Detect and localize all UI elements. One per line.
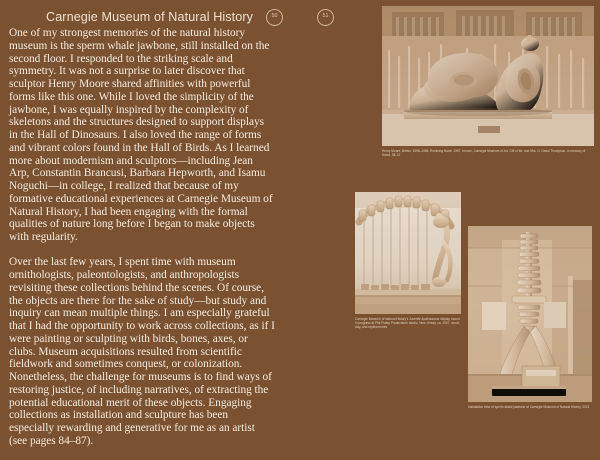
whale-jawbone-photo: [468, 226, 592, 402]
figure-moore-sculpture: [382, 6, 594, 157]
page-title: Carnegie Museum of Natural History: [46, 10, 254, 24]
body-paragraph-1: One of my strongest memories of the natural history museum is the sperm whale jawbone, still installed on the second floor. I responded to the striking scale and symmetry. It was not a surprise to later discover that sculptor Henry Moore shared affinities with powerful forms like this one. While I loved the simplicity of the jawbone, I was equally inspired by the complexity of skeletons and the structures designed to support displays in the Hall of Dinosaurs. I also loved the range of forms and vibrant colors found in the Hall of Birds. As I learned more about modernism and sculptors—including Jean Arp, Constantin Brancusi, Barbara Hepworth, and Isamu Noguchi—in college, I realized that because of my formative educational experiences at Carnegie Museum of Natural History, I had been engaging with the formal qualities of nature long before I began to make objects with regularity.: [9, 27, 273, 243]
body-text-column: [9, 27, 275, 460]
figure-moore-image-frame: [382, 6, 594, 146]
figure-whale-jawbone: [468, 226, 592, 409]
figure-dinosaur-skeleton: [355, 192, 461, 329]
folio-group: [266, 9, 372, 26]
figure-dinosaur-image-frame: [355, 192, 461, 314]
folio-left: 50: [266, 9, 283, 26]
moore-sculpture-photo: [382, 6, 594, 146]
figure-jawbone-image-frame: [468, 226, 592, 402]
folio-right: 51: [317, 9, 334, 26]
figure-moore-caption: Henry Moore, British, 1898–1986, Reclining Nude, 1957, bronze, Carnegie Museum of Art, Gift of Mr. and Mrs. G. David Thompson, in memory of David, 58.13: [382, 148, 586, 157]
figure-dinosaur-caption: Carnegie Museum of Natural History's Juvenile Apatosaurus display mount in progress at Phil Fraley Productions' studio, New Jersey, ca. 2007, wood, clay, and replica bones: [355, 316, 460, 330]
body-paragraph-2: Over the last few years, I spent time with museum ornithologists, paleontologists, and anthropologists revisiting these collections behind the scenes. Of course, the objects are there for the sake of study—but study and inquiry can mean multiple things. I am especially grateful that I had the opportunity to work across collections, as if I were painting or sculpting with birds, bones, axes, or clubs. Museum acquisitions resulted from scientific fieldwork and sometimes conquest, or colonization. Nonetheless, the challenge for museums is to find ways of restoring justice, of including narratives, of extracting the potential educational merit of these objects. Engaging collections as installation and sculpture has been especially rewarding and generative for me as an artist (see pages 84–87).: [9, 256, 275, 447]
dinosaur-skeleton-photo: [355, 192, 461, 314]
figure-jawbone-caption: Installation view of sperm whale jawbone at Carnegie Museum of Natural History, 2021: [468, 404, 590, 409]
